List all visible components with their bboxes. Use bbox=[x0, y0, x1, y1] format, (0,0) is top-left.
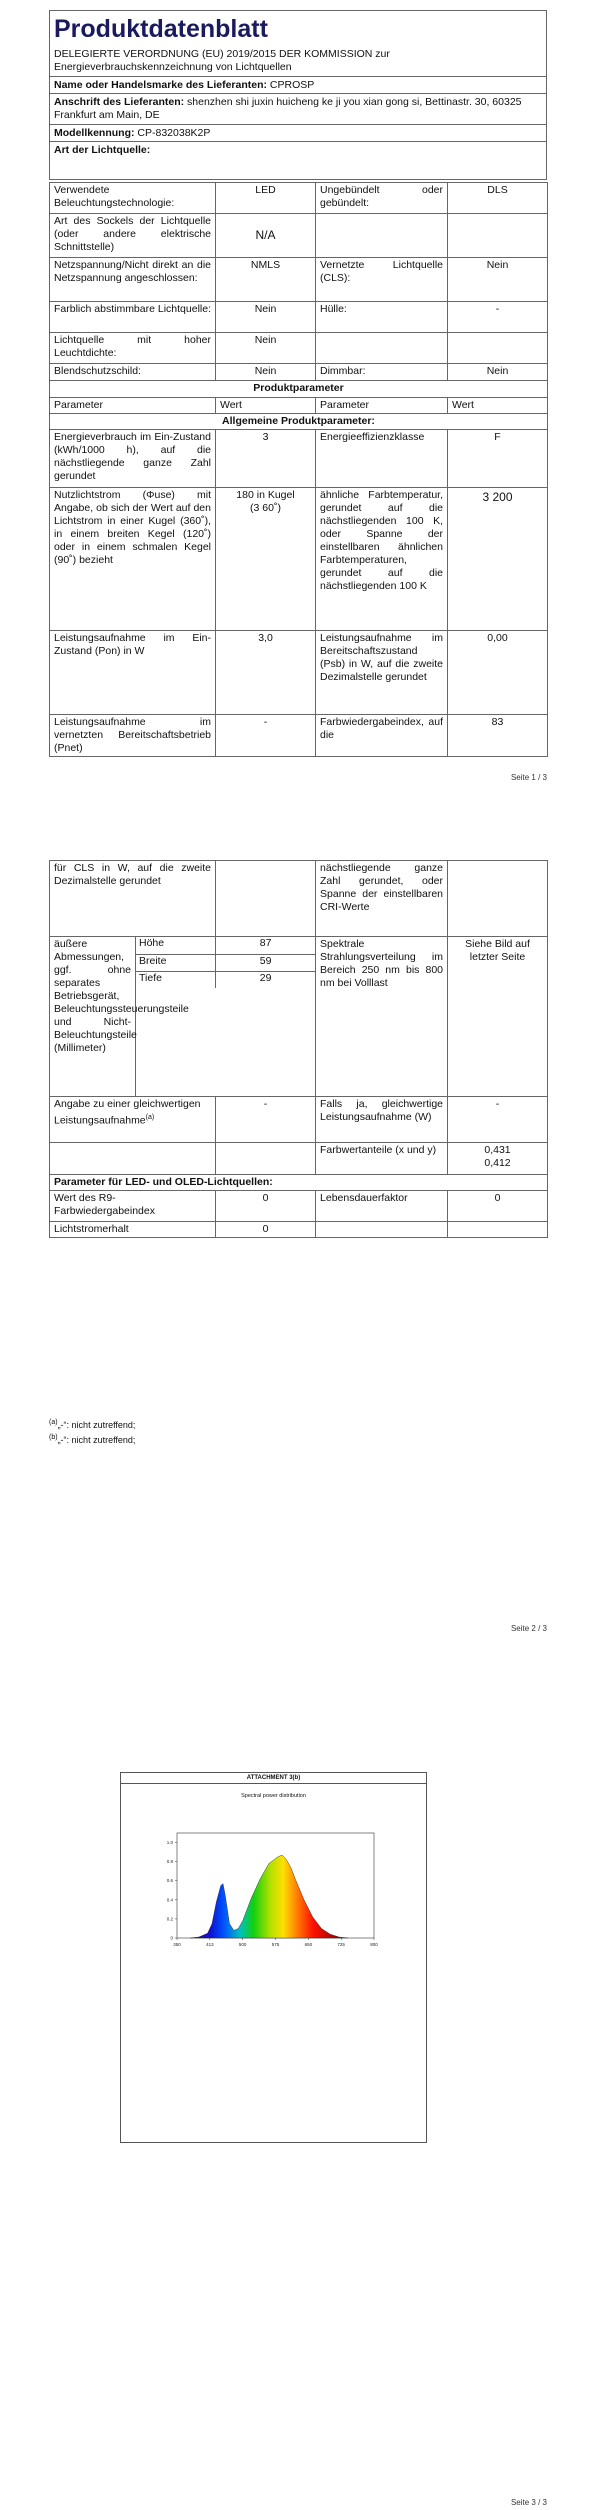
x-tick-label: 500 bbox=[238, 1942, 247, 1947]
table-row: Leistungsaufnahme im vernetzten Bereitschaftsbetrieb (Pnet) - Farbwiedergabeindex, auf die 83 bbox=[50, 715, 548, 757]
x-tick-label: 725 bbox=[337, 1942, 345, 1947]
x-tick-label: 350 bbox=[173, 1942, 181, 1947]
table-row: Angabe zu einer gleichwertigen Leistungsaufnahme$^{(a)}$ - Falls ja, gleichwertige Leistungsaufnahme (W) - bbox=[50, 1097, 548, 1143]
table-row: Farblich abstimmbare Lichtquelle: Nein Hülle: - bbox=[50, 302, 548, 333]
address-row: Anschrift des Lieferanten: shenzhen shi juxin huicheng ke ji you xian gong si, Bettinastr. 30, 60325 Frankfurt am Main, DE bbox=[50, 94, 546, 125]
y-tick-label: 0 bbox=[170, 1935, 173, 1941]
dimension-row: Tiefe 29 bbox=[136, 971, 315, 988]
footnote-b: $^{(b)}$„-“: nicht zutreffend; bbox=[49, 1434, 136, 1445]
dimension-row: Breite 59 bbox=[136, 954, 315, 971]
page-number: Seite 3 / 3 bbox=[510, 2498, 547, 2507]
column-header-row: Parameter Wert Parameter Wert bbox=[50, 398, 548, 414]
section-row: Parameter für LED- und OLED-Lichtquellen: bbox=[50, 1175, 548, 1191]
attachment-header: ATTACHMENT 3(b) bbox=[121, 1773, 426, 1784]
table-row: Wert des R9-Farbwiedergabeindex 0 Lebensdauerfaktor 0 bbox=[50, 1191, 548, 1222]
table-row: Nutzlichtstrom (Φuse) mit Angabe, ob sich der Wert auf den Lichtstrom in einer Kugel (360˚), in einem breiten Kegel (120˚) oder in einem schmalen Kegel (90˚) bezieht 180 in Kugel (3 60˚) ähnliche Farbtemperatur, gerundet auf die nächstliegenden 100 K, oder Spanne der einstellbaren ähnlichen Farbtemperaturen, gerundet auf die nächstliegenden 100 K 3 200 bbox=[50, 488, 548, 631]
x-tick-label: 575 bbox=[271, 1942, 280, 1947]
table-row: Blendschutzschild: Nein Dimmbar: Nein bbox=[50, 364, 548, 381]
page-number: Seite 1 / 3 bbox=[510, 773, 547, 782]
dimension-row: Höhe 87 bbox=[136, 937, 315, 954]
page-number: Seite 2 / 3 bbox=[510, 1624, 547, 1633]
section-row: Allgemeine Produktparameter: bbox=[50, 414, 548, 430]
table-row: Netzspannung/Nicht direkt an die Netzspannung angeschlossen: NMLS Vernetzte Lichtquelle (CLS): Nein bbox=[50, 258, 548, 302]
table-row: für CLS in W, auf die zweite Dezimalstelle gerundet nächstliegende ganze Zahl gerundet, oder Spanne der einstellbaren CRI-Werte bbox=[50, 861, 548, 937]
x-tick-label: 650 bbox=[304, 1942, 313, 1947]
page-title: Produktdatenblatt bbox=[54, 15, 268, 43]
supplier-row: Name oder Handelsmarke des Lieferanten: CPROSP bbox=[50, 77, 546, 94]
regulation-text: DELEGIERTE VERORDNUNG (EU) 2019/2015 DER KOMMISSION zur Energieverbrauchskennzeichnung von Lichtquellen bbox=[50, 46, 546, 77]
y-tick-label: 0.8 bbox=[166, 1859, 173, 1865]
light-source-type: Art der Lichtquelle: bbox=[54, 144, 151, 156]
y-tick-label: 0.4 bbox=[166, 1897, 173, 1903]
footnote-a: $^{(a)}$„-“: nicht zutreffend; bbox=[49, 1419, 136, 1430]
header-box bbox=[49, 10, 547, 180]
spectrum-chart bbox=[121, 1813, 428, 1973]
y-tick-label: 0.2 bbox=[166, 1916, 173, 1922]
table-row: Art des Sockels der Lichtquelle (oder andere elektrische Schnittstelle) N/A bbox=[50, 214, 548, 258]
table-row: Farbwertanteile (x und y) 0,431 0,412 bbox=[50, 1143, 548, 1175]
page-1 bbox=[0, 0, 591, 790]
y-tick-label: 1.0 bbox=[166, 1840, 173, 1846]
attachment-figure bbox=[120, 1772, 427, 2143]
table-row: Energieverbrauch im Ein-Zustand (kWh/1000 h), auf die nächstliegende ganze Zahl gerundet 3 Energieeffizienzklasse F bbox=[50, 430, 548, 488]
x-tick-label: 800 bbox=[370, 1942, 378, 1947]
dimensions-table bbox=[136, 937, 315, 988]
table-row: äußere Abmessungen, ggf. ohne separates Betriebsgerät, Beleuchtungssteuerungsteile und Nicht-Beleuchtungsteile (Millimeter) Höhe 87 Breite 59 Tiefe 29 Spektrale Strahlungsverteilung im Bereich 250 nm bis 800 nm bei Volllast Siehe Bild auf letzter Seite bbox=[50, 937, 548, 1097]
table-row: Verwendete Beleuchtungstechnologie: LED Ungebündelt oder gebündelt: DLS bbox=[50, 183, 548, 214]
table-row: Lichtquelle mit hoher Leuchtdichte: Nein bbox=[50, 333, 548, 364]
table-row: Leistungsaufnahme im Ein-Zustand (Pon) in W 3,0 Leistungsaufnahme im Bereitschaftszustand (Psb) in W, auf die zweite Dezimalstelle gerundet 0,00 bbox=[50, 631, 548, 715]
x-tick-label: 413 bbox=[206, 1942, 214, 1947]
section-row: Produktparameter bbox=[50, 381, 548, 398]
model-row: Modellkennung: CP-832038K2P bbox=[50, 125, 546, 142]
product-table-2 bbox=[49, 860, 548, 1238]
product-table-1 bbox=[49, 182, 548, 757]
page-2 bbox=[0, 860, 591, 1650]
y-tick-label: 0.6 bbox=[166, 1878, 173, 1884]
table-row: Lichtstromerhalt 0 bbox=[50, 1222, 548, 1238]
spectrum-title: Spectral power distribution bbox=[241, 1793, 306, 1799]
spectrum-area bbox=[190, 1855, 348, 1938]
